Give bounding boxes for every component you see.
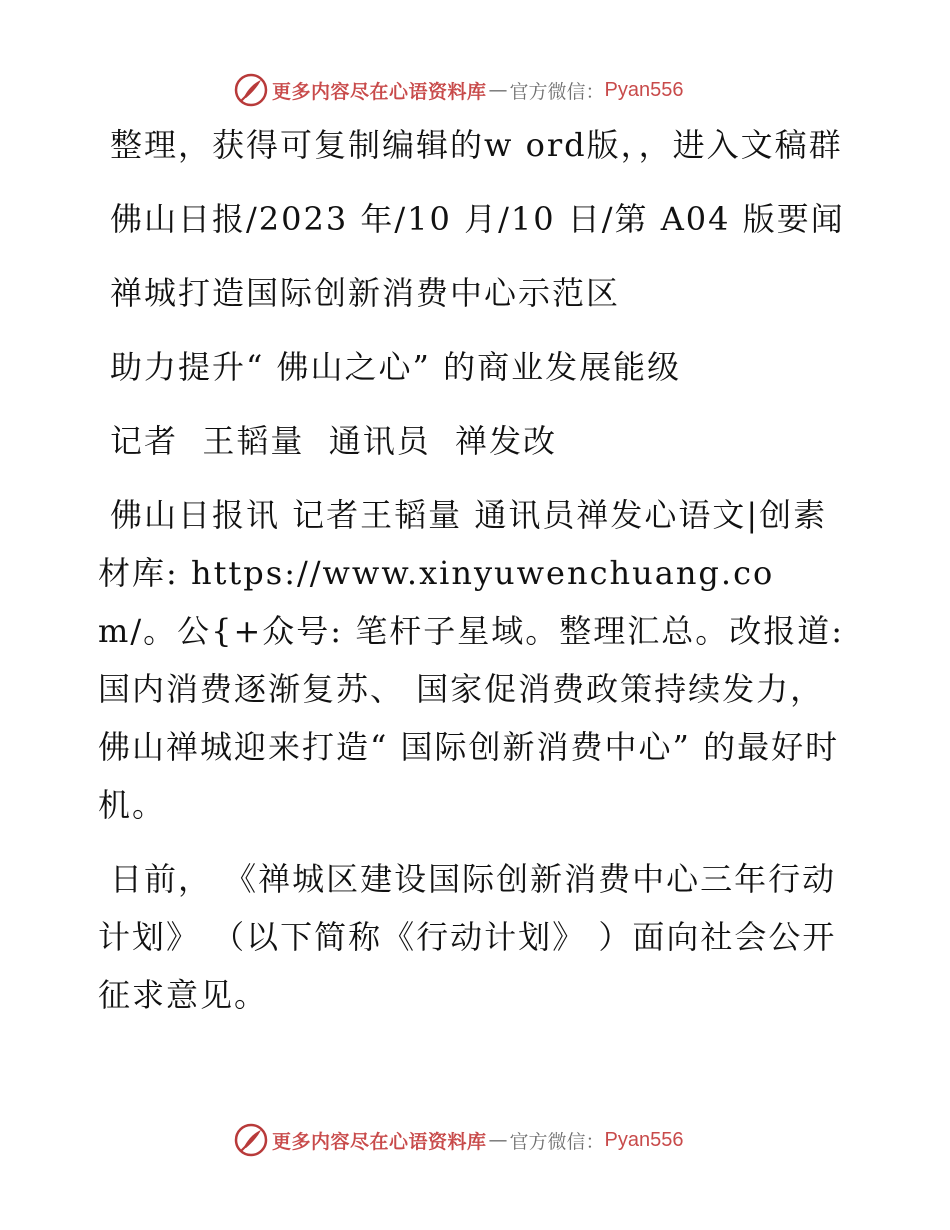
banner-wechat-id: Pyan556 bbox=[604, 78, 684, 101]
footer-watermark-banner bbox=[234, 1122, 684, 1158]
quill-pen-logo-icon bbox=[234, 1123, 268, 1157]
banner-separator: — bbox=[488, 1129, 508, 1151]
article-title: 禅城打造国际创新消费中心示范区 bbox=[110, 274, 621, 312]
byline: 记者 王韬量 通讯员 禅发改 bbox=[110, 422, 558, 460]
banner-separator: — bbox=[488, 79, 508, 101]
header-watermark-banner bbox=[234, 72, 684, 108]
source-line: 佛山日报/2023 年/10 月/10 日/第 A04 版要闻 bbox=[110, 200, 845, 238]
article-subtitle: 助力提升“ 佛山之心” 的商业发展能级 bbox=[110, 348, 682, 386]
banner-slogan: 更多内容尽在心语资料库 bbox=[272, 1130, 487, 1153]
banner-wechat-label: 官方微信： bbox=[509, 80, 605, 103]
body-paragraph: 日前， 《禅城区建设国际创新消费中心三年行动计划》 （以下简称《行动计划》 ）面向社会公开征求意见。 bbox=[98, 860, 837, 1014]
intro-paragraph: 整理，获得可复制编辑的w ord版，，进入文稿群 bbox=[110, 126, 843, 164]
body-paragraph: 佛山日报讯 记者王韬量 通讯员禅发心语文|创素材库: https://www.xinyuwenchuang.com/。公{+众号: 笔杆子星域。整理汇总。改报道: 国内消费逐渐复苏、 国家促消费政策持续发力，佛山禅城迎来打造“ 国际创新消费中心” 的最好时机。 bbox=[98, 496, 845, 824]
banner-wechat-id: Pyan556 bbox=[604, 1128, 684, 1151]
banner-slogan: 更多内容尽在心语资料库 bbox=[272, 80, 487, 103]
quill-pen-logo-icon bbox=[234, 73, 268, 107]
document-body bbox=[98, 116, 850, 1040]
banner-wechat-label: 官方微信： bbox=[509, 1130, 605, 1153]
